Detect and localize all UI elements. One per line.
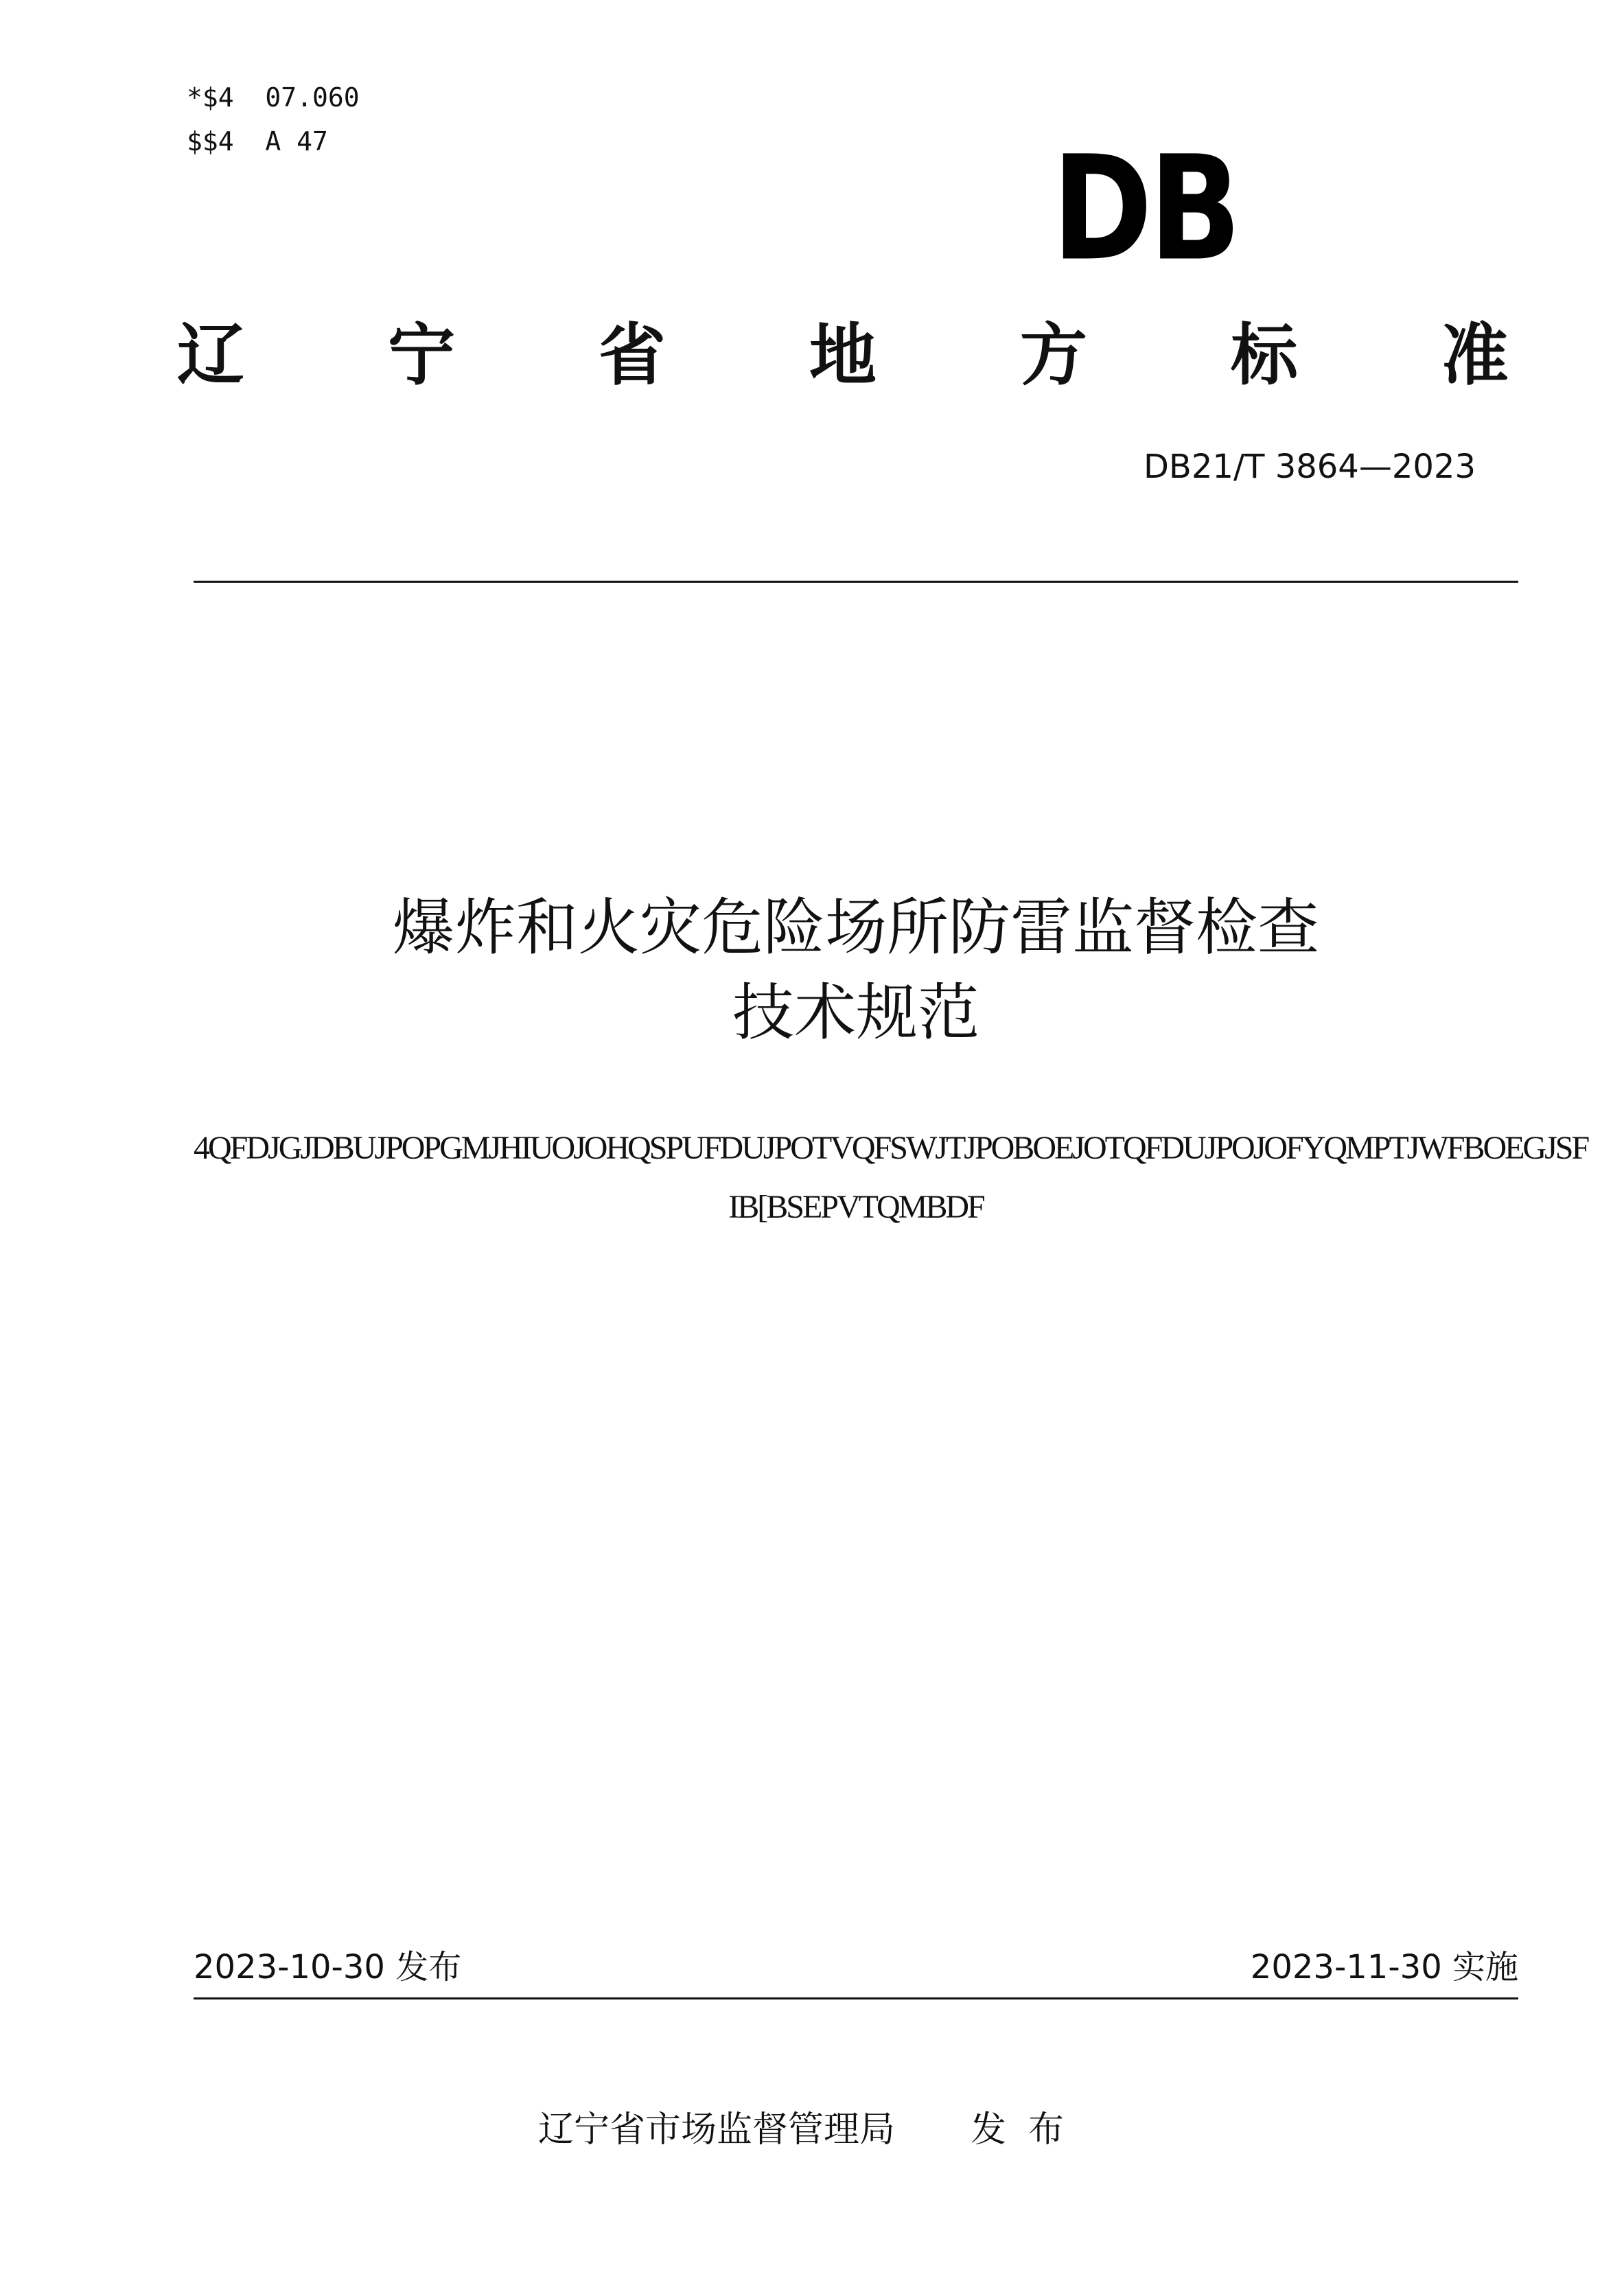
db-logo-letter-d: D — [1052, 124, 1148, 293]
banner-char: 辽 — [177, 316, 245, 395]
banner-char: 标 — [1230, 316, 1298, 395]
classification-codes — [187, 76, 360, 163]
chinese-title — [194, 885, 1518, 1056]
chinese-title-line: 爆炸和火灾危险场所防雷监督检查 — [393, 892, 1319, 964]
standard-number: DB21/T 3864—2023 — [1143, 448, 1476, 486]
banner-char: 宁 — [387, 316, 455, 395]
publisher-row — [0, 2106, 1624, 2154]
footer-divider — [194, 1997, 1518, 1999]
implement-date: 2023-11-30 实施 — [1250, 1948, 1518, 1986]
banner-char: 地 — [809, 316, 877, 395]
db-logo — [1052, 124, 1238, 293]
publish-label: 发布 — [971, 2109, 1087, 2150]
header-divider — [194, 581, 1518, 583]
standard-type-banner — [177, 314, 1509, 397]
english-title — [194, 1119, 1588, 1237]
db-logo-letter-b: B — [1149, 124, 1238, 293]
publisher-name: 辽宁省市场监督管理局 — [537, 2109, 895, 2150]
english-title-line: 4QFDJGJDBUJPOPGMJHIUOJOHQSPUFDUJPOTVQFSWJTJPOBOEJOTQFDUJPOJOFYQMPTJWFBOEGJSF — [194, 1130, 1588, 1166]
ccs-code: $$4 A 47 — [187, 126, 328, 156]
ics-code: *$4 07.060 — [187, 82, 360, 113]
english-title-line: IB[BSEPVTQMBDF — [728, 1189, 984, 1225]
date-row — [194, 1945, 1518, 1989]
banner-char: 准 — [1441, 316, 1509, 395]
issue-date: 2023-10-30 发布 — [194, 1948, 462, 1986]
banner-char: 省 — [598, 316, 666, 395]
banner-char: 方 — [1019, 316, 1087, 395]
chinese-title-line: 技术规范 — [732, 977, 979, 1049]
